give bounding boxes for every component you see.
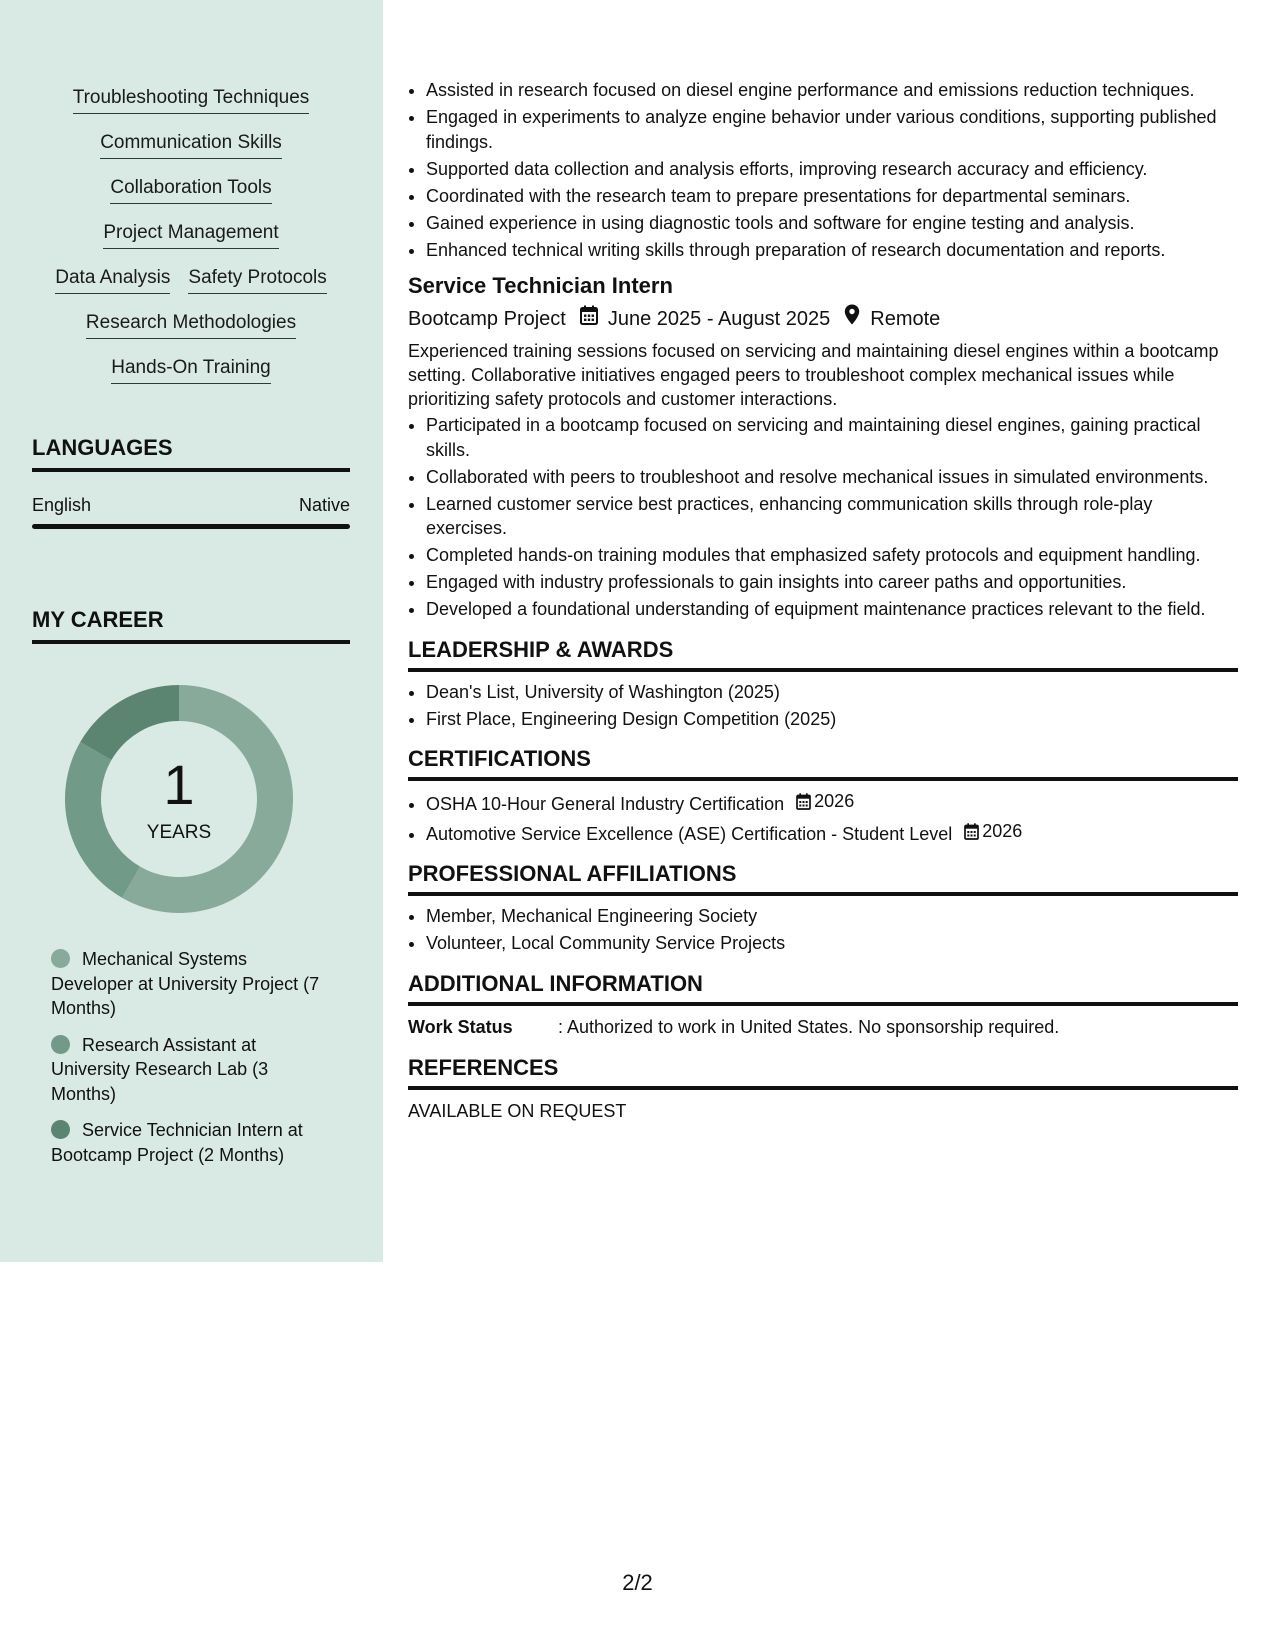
skill-row [32,221,350,266]
skill-row [32,86,350,131]
job-company: Bootcamp Project [408,307,566,330]
list-item: • Participated in a bootcamp focused on servicing and maintaining diesel engines, gaining practical skills. [426,413,1238,462]
previous-job-bullets [408,78,1238,262]
career-legend-text: Service Technician Intern at Bootcamp Project (2 Months) [51,1120,303,1165]
skill-row [32,266,350,311]
certification-year-value: 2026 [814,791,855,811]
page-number: 2/2 [622,1570,653,1595]
languages-heading: LANGUAGES [32,434,350,472]
job-description: Experienced training sessions focused on servicing and maintaining diesel engines within a bootcamp setting. Collaborative initiatives engaged peers to troubleshoot complex mechanical issues while prioritizing safety protocols and customer interactions. [408,341,1219,409]
certification-year-value: 2026 [982,820,1023,841]
skill-row [32,131,350,176]
skill-row [32,356,350,401]
donut-slice-3 [80,685,179,760]
calendar-icon [796,793,814,810]
job-title: Service Technician Intern [408,273,673,298]
location-pin-icon [844,304,860,333]
skills-list [32,86,350,401]
language-name: English [32,495,92,515]
career-total: 1 [163,753,195,816]
career-legend-text: Mechanical Systems Developer at University Project (7 Months) [51,949,320,1018]
work-status-value: : Authorized to work in United States. No sponsorship required. [558,1016,1060,1037]
job-dates: June 2025 - August 2025 [607,307,831,330]
list-item: • Gained experience in using diagnostic tools and software for engine testing and analysis. [426,211,1238,236]
language-level-bar [32,524,350,529]
legend-dot [51,949,70,968]
legend-dot [51,1035,70,1054]
career-legend-text: Research Assistant at University Research Lab (3 Months) [51,1034,269,1104]
list-item: • Enhanced technical writing skills through preparation of research documentation and reports. [426,238,1238,263]
additional-info-heading: ADDITIONAL INFORMATION [408,970,1238,1006]
sidebar [0,0,383,1262]
list-item: • Completed hands-on training modules that emphasized safety protocols and equipment handling. [426,543,1238,568]
skill-tag: Hands-On Training [111,356,270,384]
leadership-list [408,680,1238,732]
skill-tag: Research Methodologies [86,311,296,339]
certification-year [796,789,854,814]
affiliations-list [408,904,1238,956]
list-item: • Volunteer, Local Community Service Projects [426,931,1238,956]
list-item: • First Place, Engineering Design Competition (2025) [426,707,1238,732]
list-item: • Member, Mechanical Engineering Society [426,904,1238,929]
certification-item [426,789,1238,816]
references-text: AVAILABLE ON REQUEST [408,1100,627,1121]
job-bullets [408,413,1238,622]
skill-row [32,311,350,356]
career-legend-item [51,1033,321,1107]
list-item: • Developed a foundational understanding of equipment maintenance practices relevant to the field. [426,597,1238,622]
language-row [32,490,350,520]
list-item: • Assisted in research focused on diesel engine performance and emissions reduction techniques. [426,78,1238,103]
leadership-heading: LEADERSHIP & AWARDS [408,636,1238,672]
language-level: Native [298,495,350,515]
legend-dot [51,1120,70,1139]
list-item: • Engaged in experiments to analyze engine behavior under various conditions, supporting published findings. [426,105,1238,154]
skill-row [32,176,350,221]
skill-tag: Safety Protocols [188,266,326,294]
career-heading: MY CAREER [32,606,350,644]
job-meta [408,304,1238,333]
skill-tag: Project Management [103,221,278,249]
career-donut [65,685,293,913]
references-heading: REFERENCES [408,1054,1238,1090]
career-unit: YEARS [146,822,212,843]
certifications-heading: CERTIFICATIONS [408,745,1238,781]
certification-name: Automotive Service Excellence (ASE) Certification - Student Level [426,823,953,844]
skill-tag: Communication Skills [100,131,282,159]
career-legend-item [51,1118,321,1167]
affiliations-heading: PROFESSIONAL AFFILIATIONS [408,860,1238,896]
job-location: Remote [870,307,941,330]
work-status-row [408,1014,1238,1040]
list-item: • Engaged with industry professionals to gain insights into career paths and opportunities. [426,570,1238,595]
list-item: • Learned customer service best practices, enhancing communication skills through role-play exercises. [426,492,1238,541]
main-content [408,78,1238,1124]
skill-tag: Troubleshooting Techniques [73,86,310,114]
certification-name: OSHA 10-Hour General Industry Certification [426,793,785,814]
certification-year [964,819,1022,844]
calendar-icon [580,305,598,333]
list-item: • Coordinated with the research team to prepare presentations for departmental seminars. [426,184,1238,209]
calendar-icon [964,823,982,840]
certification-item [426,819,1238,846]
certifications-list [408,789,1238,846]
career-legend [51,947,321,1179]
work-status-label: Work Status [408,1016,513,1037]
skill-tag: Collaboration Tools [110,176,271,204]
list-item: • Dean's List, University of Washington (2025) [426,680,1238,705]
list-item: • Supported data collection and analysis efforts, improving research accuracy and efficiency. [426,157,1238,182]
career-legend-item [51,947,321,1021]
list-item: • Collaborated with peers to troubleshoot and resolve mechanical issues in simulated environments. [426,465,1238,490]
skill-tag: Data Analysis [55,266,170,294]
